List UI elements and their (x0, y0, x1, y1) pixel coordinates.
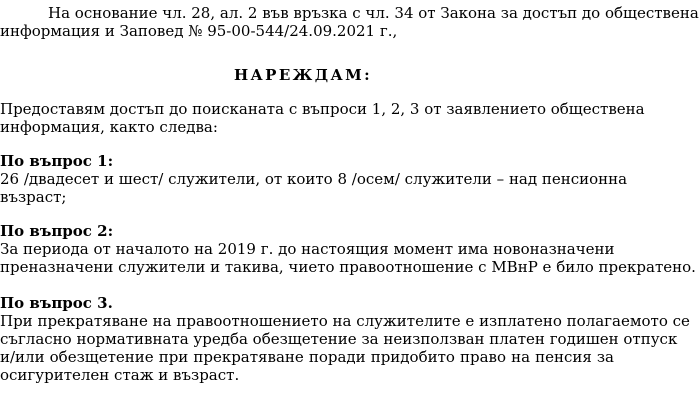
order-title: НАРЕЖДАМ: (233, 66, 373, 84)
question-1-line-1: 26 /двадесет и шест/ служители, от които 8 /осем/ служители – над пенсионна (0, 170, 628, 188)
question-3-line-3: и/или обезщетение при прекратяване поради придобито право на пенсия за (0, 348, 614, 366)
question-3-line-1: При прекратяване на правоотношението на служителите е изплатено полагаемото се (0, 312, 690, 330)
grant-line-2: информация, както следва: (0, 118, 218, 136)
grant-line-1: Предоставям достъп до поисканата с въпроси 1, 2, 3 от заявлението обществена (0, 100, 645, 118)
question-3-line-4: осигурителен стаж и възраст. (0, 366, 240, 384)
question-3-heading: По въпрос 3. (0, 294, 113, 312)
intro-line-2: информация и Заповед № 95-00-544/24.09.2021 г., (0, 22, 398, 40)
question-1-heading: По въпрос 1: (0, 152, 114, 170)
question-2-line-2: преназначени служители и такива, чието правоотношение с МВнР е било прекратено. (0, 258, 696, 276)
intro-line-1: На основание чл. 28, ал. 2 във връзка с чл. 34 от Закона за достъп до обществена (48, 4, 699, 22)
question-2-heading: По въпрос 2: (0, 222, 114, 240)
question-1-line-2: възраст; (0, 188, 67, 206)
question-3-line-2: съгласно нормативната уредба обезщетение за неизползван платен годишен отпуск (0, 330, 678, 348)
question-2-line-1: За периода от началото на 2019 г. до настоящия момент има новоназначени (0, 240, 615, 258)
